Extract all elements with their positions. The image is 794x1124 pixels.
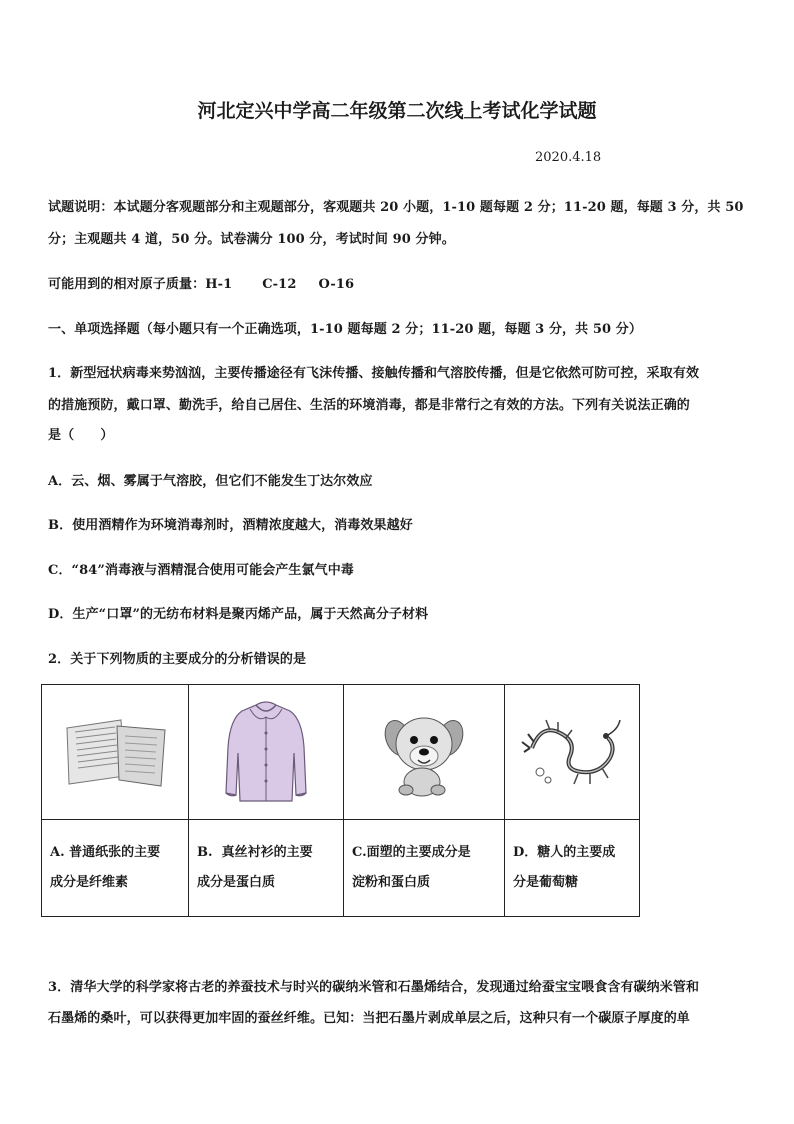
exam-date: 2020.4.18 xyxy=(535,150,602,165)
q2-image-cell-d xyxy=(505,685,640,820)
q3-stem-line-2: 石墨烯的桑叶，可以获得更加牢固的蚕丝纤维。已知：当把石墨片剥成单层之后，这种只有一个碳原子厚度的单 xyxy=(48,1011,690,1026)
q1-stem-line-2: 的措施预防，戴口罩、勤洗手，给自己居住、生活的环境消毒，都是非常行之有效的方法。下列有关说法正确的 xyxy=(48,398,690,413)
atomic-masses-label: 可能用到的相对原子质量： xyxy=(48,277,206,292)
q2-image-cell-c xyxy=(344,685,505,820)
q2-options-table xyxy=(41,684,640,917)
q3-stem-line-1: 3．清华大学的科学家将古老的养蚕技术与时兴的碳纳米管和石墨烯结合，发现通过给蚕宝宝喂食含有碳纳米管和 xyxy=(48,980,700,995)
q1-option-b: B．使用酒精作为环境消毒剂时，酒精浓度越大，消毒效果越好 xyxy=(48,518,413,533)
dough-dog-icon xyxy=(376,704,472,800)
q2-option-d-line-2: 分是葡萄糖 xyxy=(513,875,579,890)
q2-option-b xyxy=(189,820,344,917)
instructions-line-1: 试题说明：本试题分客观题部分和主观题部分，客观题共 20 小题，1-10 题每题 2 分；11-20 题，每题 3 分，共 50 xyxy=(48,200,744,215)
silk-shirt-icon xyxy=(218,697,314,807)
q2-option-b-line-2: 成分是蛋白质 xyxy=(197,875,276,890)
q1-option-d: D．生产“口罩”的无纺布材料是聚丙烯产品，属于天然高分子材料 xyxy=(48,607,429,622)
atomic-mass-o: O-16 xyxy=(318,277,355,292)
q2-image-cell-b xyxy=(189,685,344,820)
q2-option-c-line-1: C.面塑的主要成分是 xyxy=(352,845,471,860)
q2-option-c-line-2: 淀粉和蛋白质 xyxy=(352,875,431,890)
q2-option-d-line-1: D．糖人的主要成 xyxy=(513,845,616,860)
q2-stem: 2．关于下列物质的主要成分的分析错误的是 xyxy=(48,652,307,667)
q1-option-a: A．云、烟、雾属于气溶胶，但它们不能发生丁达尔效应 xyxy=(48,474,373,489)
atomic-masses xyxy=(48,273,354,292)
q2-option-a-line-2: 成分是纤维素 xyxy=(50,875,129,890)
paper-icon xyxy=(59,716,171,788)
atomic-mass-h: H-1 xyxy=(205,277,233,292)
q2-image-cell-a xyxy=(42,685,189,820)
q2-option-d xyxy=(505,820,640,917)
sugar-dragon-icon xyxy=(520,712,624,792)
q2-option-b-line-1: B. 真丝衬衫的主要 xyxy=(197,845,313,860)
atomic-mass-c: C-12 xyxy=(262,277,297,292)
section-heading: 一、单项选择题（每小题只有一个正确选项，1-10 题每题 2 分；11-20 题，每题 3 分，共 50 分） xyxy=(48,322,642,337)
page-title: 河北定兴中学高二年级第二次线上考试化学试题 xyxy=(197,100,597,122)
q2-option-a-line-1: A. 普通纸张的主要 xyxy=(50,845,161,860)
q2-option-a xyxy=(42,820,189,917)
q1-option-c: C．“84”消毒液与酒精混合使用可能会产生氯气中毒 xyxy=(48,563,354,578)
q2-option-c xyxy=(344,820,505,917)
q1-stem-line-3: 是（ ） xyxy=(48,428,114,443)
instructions-line-2: 分；主观题共 4 道，50 分。试卷满分 100 分，考试时间 90 分钟。 xyxy=(48,232,455,247)
q1-stem-line-1: 1．新型冠状病毒来势汹汹，主要传播途径有飞沫传播、接触传播和气溶胶传播，但是它依然可防可控，采取有效 xyxy=(48,366,700,381)
